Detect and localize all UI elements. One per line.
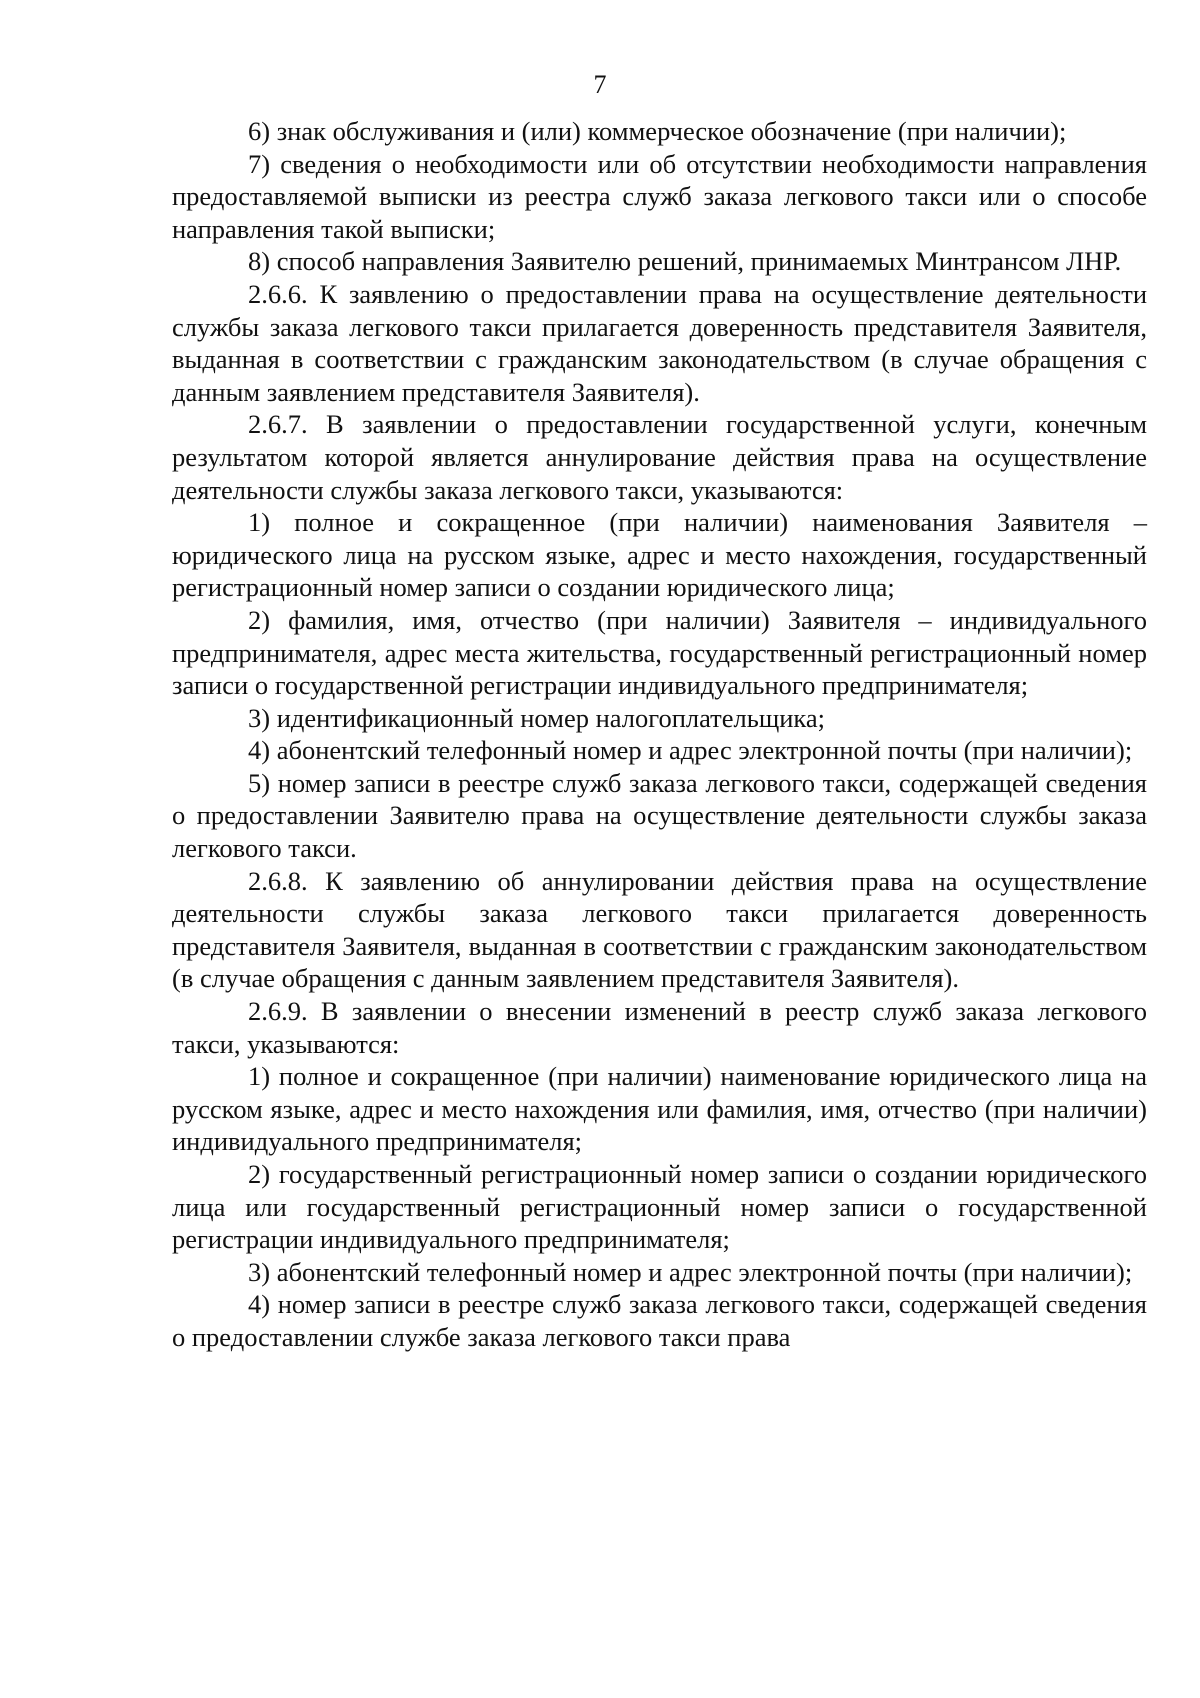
list-item: 7) сведения о необходимости или об отсутствии необходимости направления предоставляемой выписки из реестра служб заказа легкового такси или о способе направления такой выписки; (172, 148, 1147, 244)
list-item: 3) идентификационный номер налогоплательщика; (248, 702, 826, 733)
list-item: 5) номер записи в реестре служб заказа легкового такси, содержащей сведения о предоставлении Заявителю права на осуществление деятельности службы заказа легкового такси. (172, 767, 1147, 864)
list-item: 2) государственный регистрационный номер записи о создании юридического лица или государственный регистрационный номер записи о государственной регистрации индивидуального предпринимателя; (172, 1159, 1147, 1255)
list-item: 1) полное и сокращенное (при наличии) наименования Заявителя – юридического лица на русском языке, адрес и место нахождения, государственный регистрационный номер записи о создании юридического лица; (172, 507, 1147, 603)
list-item: 4) абонентский телефонный номер и адрес электронной почты (при наличии); (248, 735, 1133, 766)
list-item: 6) знак обслуживания и (или) коммерческое обозначение (при наличии); (248, 116, 1067, 146)
list-item: 1) полное и сокращенное (при наличии) наименование юридического лица на русском языке, адрес и место нахождения или фамилия, имя, отчество (при наличии) индивидуального предпринимателя; (172, 1061, 1147, 1157)
page-number: 7 (593, 70, 607, 99)
section-paragraph: 2.6.6. К заявлению о предоставлении права на осуществление деятельности службы заказа легкового такси прилагается доверенность представителя Заявителя, выданная в соответствии с гражданским законодательством (в случае обращения с данным заявлением представителя Заявителя). (172, 278, 1147, 407)
section-paragraph: 2.6.7. В заявлении о предоставлении государственной услуги, конечным результатом которой является аннулирование действия права на осуществление деятельности службы заказа легкового такси, указываются: (172, 409, 1147, 505)
list-item: 3) абонентский телефонный номер и адрес электронной почты (при наличии); (248, 1256, 1133, 1287)
section-paragraph: 2.6.9. В заявлении о внесении изменений в реестр служб заказа легкового такси, указываются: (172, 996, 1147, 1059)
list-item: 2) фамилия, имя, отчество (при наличии) Заявителя – индивидуального предпринимателя, адрес места жительства, государственный регистрационный номер записи о государственной регистрации индивидуального предпринимателя; (172, 604, 1147, 701)
list-item: 8) способ направления Заявителю решений, принимаемых Минтрансом ЛНР. (248, 246, 1122, 277)
document-body (172, 115, 1147, 1354)
section-paragraph: 2.6.8. К заявлению об аннулировании действия права на осуществление деятельности службы заказа легкового такси прилагается доверенность представителя Заявителя, выданная в соответствии с гражданским законодательством (в случае обращения с данным заявлением представителя Заявителя). (172, 865, 1147, 994)
list-item: 4) номер записи в реестре служб заказа легкового такси, содержащей сведения о предоставлении службе заказа легкового такси права (172, 1289, 1147, 1352)
